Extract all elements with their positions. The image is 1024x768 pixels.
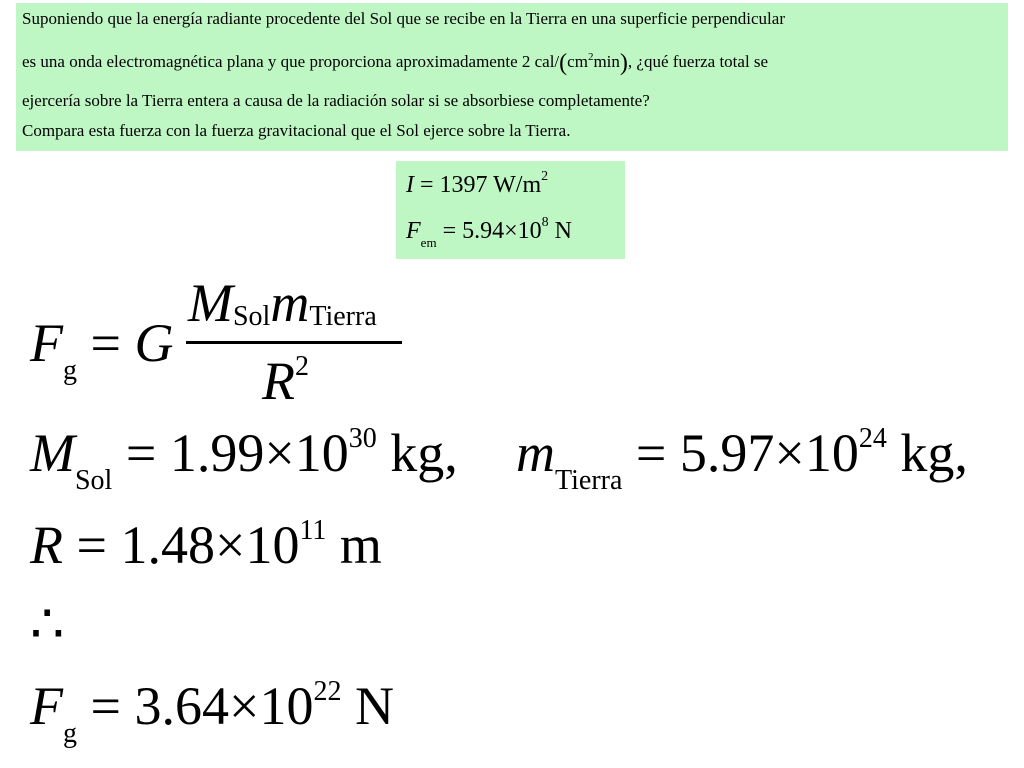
gravity-formula-lhs [30,312,173,387]
fg-symbol: F [30,313,63,373]
therefore-symbol: ∴ [30,594,65,654]
r-symbol: R [30,515,63,575]
mtierra-mantissa: 5.97 [679,423,775,483]
msol-mantissa: 1.99 [169,423,265,483]
unit-min: min [593,52,620,71]
intensity-unit: W/m [493,172,542,198]
em-force-unit: N [554,218,572,244]
problem-line-3: ejercería sobre la Tierra entera a causa de la radiación solar si se absorbiese completamente? [22,91,650,110]
msol-exponent: 30 [348,423,377,454]
open-paren: ( [559,50,568,76]
close-paren: ) [619,50,628,76]
mtierra-base: 10 [804,423,859,483]
result-exponent: 22 [313,676,342,707]
times-sign: × [504,218,518,244]
msol-symbol: M [30,423,75,483]
intensity-unit-exponent: 2 [541,169,549,184]
em-force-equation [406,215,572,251]
r-mantissa: 1.48 [120,515,215,575]
problem-line-2 [22,50,768,77]
equals-sign: = [420,172,440,198]
mass-earth-subscript: Tierra [309,301,377,332]
intensity-equation [406,169,548,199]
times-sign: × [214,515,246,575]
r-base: 10 [245,515,300,575]
em-force-symbol: F [406,218,421,244]
equals-sign: = [76,515,121,575]
equals-sign: = [442,218,463,244]
mass-sun-subscript: Sol [232,301,271,332]
result-unit: N [354,676,394,736]
result-equation [30,675,394,750]
result-base: 10 [259,676,314,736]
msol-unit: kg, [390,423,458,483]
mtierra-symbol: m [516,423,555,483]
mtierra-equation [516,422,968,497]
em-force-subscript: em [420,235,437,250]
em-force-base: 10 [517,218,542,244]
gravitational-constant: G [134,313,174,373]
distance-symbol: R [262,351,295,411]
em-force-mantissa: 5.94 [462,218,505,244]
unit-cm-exponent: 2 [587,51,594,63]
msol-subscript: Sol [74,465,113,496]
masses-equation [30,422,458,497]
mass-sun-symbol: M [188,273,233,333]
msol-base: 10 [294,423,349,483]
intensity-value: 1397 [439,172,488,198]
problem-line-1: Suponiendo que la energía radiante procedente del Sol que se recibe en la Tierra en una superficie perpendicular [22,9,785,28]
mass-earth-symbol: m [270,273,310,333]
fraction-numerator [188,272,377,334]
problem-line-2-start: es una onda electromagnética plana y que proporciona aproximadamente 2 cal/ [22,52,560,71]
unit-cm: cm [567,52,588,71]
distance-exponent: 2 [295,351,309,382]
problem-line-2-end: , ¿qué fuerza total se [627,52,769,71]
problem-line-4: Compara esta fuerza con la fuerza gravitacional que el Sol ejerce sobre la Tierra. [22,121,571,140]
intensity-symbol: I [406,172,414,198]
fraction-bar [186,341,402,344]
equals-sign: = [90,676,135,736]
result-symbol: F [30,676,63,736]
fraction-denominator [262,350,309,412]
equals-sign: = [90,313,135,373]
result-subscript: g [63,718,77,749]
equals-sign: = [125,423,170,483]
result-mantissa: 3.64 [134,676,229,736]
times-sign: × [264,423,295,483]
em-force-exponent: 8 [541,215,549,230]
given-values-box [396,161,625,259]
times-sign: × [774,423,805,483]
r-unit: m [339,515,382,575]
equals-sign: = [635,423,680,483]
mtierra-unit: kg, [900,423,968,483]
mtierra-subscript: Tierra [555,465,623,496]
r-exponent: 11 [299,515,327,546]
fg-subscript: g [63,355,77,386]
times-sign: × [228,676,260,736]
mtierra-exponent: 24 [858,423,887,454]
distance-equation [30,514,382,576]
problem-statement [16,3,1008,151]
